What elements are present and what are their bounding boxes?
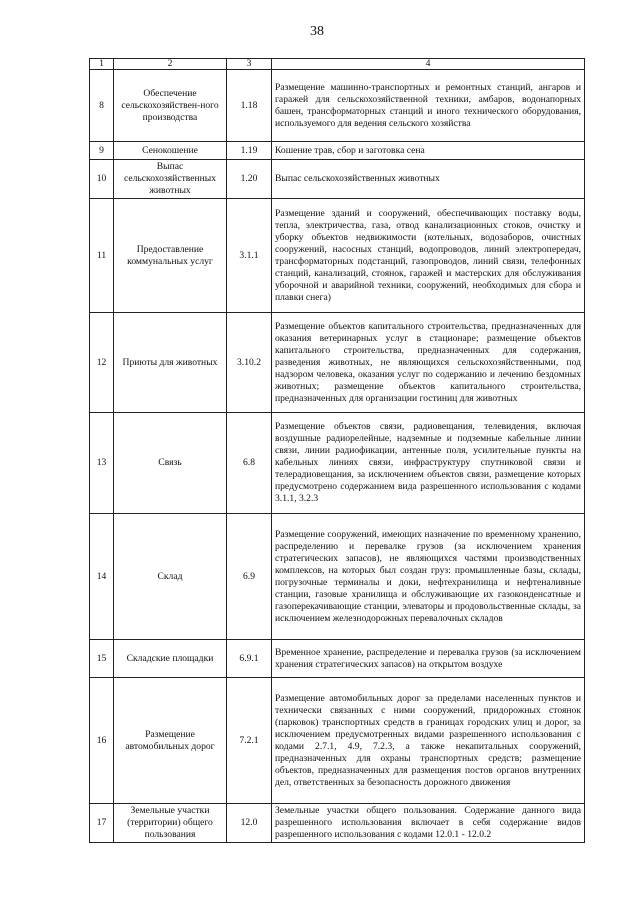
row-number: 15 xyxy=(90,640,114,678)
use-name: Приюты для животных xyxy=(114,313,227,413)
table-row xyxy=(90,313,585,413)
table-row xyxy=(90,160,585,199)
use-description: Размещение объектов связи, радиовещания, телевидения, включая воздушные радиорелейные, надземные и подземные кабельные линии связи, линии радиофикации, антенные поля, усилительные пункты на кабельных линиях связи, инфраструктуру спутниковой связи и телерадиовещания, за исключением объектов связи, размещение которых предусмотрено содержанием вида разрешенного использования с кодами 3.1.1, 3.2.3 xyxy=(272,413,585,514)
use-code: 3.10.2 xyxy=(227,313,272,413)
header-cell: 4 xyxy=(272,59,585,70)
use-description: Земельные участки общего пользования. Содержание данного вида разрешенного использования включает в себя содержание видов разрешенного использования с кодами 12.0.1 - 12.0.2 xyxy=(272,804,585,843)
table-row xyxy=(90,804,585,843)
header-cell: 1 xyxy=(90,59,114,70)
use-name: Связь xyxy=(114,413,227,514)
header-cell: 2 xyxy=(114,59,227,70)
table-row xyxy=(90,640,585,678)
row-number: 14 xyxy=(90,514,114,640)
page-number: 38 xyxy=(310,24,324,39)
row-number: 9 xyxy=(90,142,114,160)
use-description: Размещение автомобильных дорог за пределами населенных пунктов и технически связанных с ними сооружений, придорожных стоянок (парковок) транспортных средств в границах городских улиц и дорог, за исключением предусмотренных видами разрешенного использования с кодами 2.7.1, 4.9, 7.2.3, а также некапитальных сооружений, предназначенных для охраны транспортных средств; размещение объектов, предназначенных для размещения постов органов внутренних дел, ответственных за безопасность дорожного движения xyxy=(272,678,585,804)
use-code: 6.8 xyxy=(227,413,272,514)
use-description: Выпас сельскохозяйственных животных xyxy=(272,160,585,199)
use-code: 6.9.1 xyxy=(227,640,272,678)
table-row xyxy=(90,199,585,313)
use-description: Размещение объектов капитального строительства, предназначенных для оказания ветеринарных услуг в стационаре; размещение объектов капитального строительства, предназначенных для содержания, разведения животных, не являющихся сельскохозяйственными, под надзором человека, оказания услуг по содержанию и лечению бездомных животных; размещение объектов капитального строительства, предназначенных для организации гостиниц для животных xyxy=(272,313,585,413)
use-name: Земельные участки (территории) общего пользования xyxy=(114,804,227,843)
row-number: 16 xyxy=(90,678,114,804)
use-description: Кошение трав, сбор и заготовка сена xyxy=(272,142,585,160)
row-number: 11 xyxy=(90,199,114,313)
use-code: 12.0 xyxy=(227,804,272,843)
use-name: Сенокошение xyxy=(114,142,227,160)
row-number: 13 xyxy=(90,413,114,514)
use-name: Обеспечение сельскохозяйствен-ного производства xyxy=(114,70,227,142)
row-number: 17 xyxy=(90,804,114,843)
use-name: Складские площадки xyxy=(114,640,227,678)
row-number: 12 xyxy=(90,313,114,413)
table-row xyxy=(90,142,585,160)
row-number: 8 xyxy=(90,70,114,142)
table-row xyxy=(90,514,585,640)
use-description: Размещение машинно-транспортных и ремонтных станций, ангаров и гаражей для сельскохозяйственной техники, амбаров, водонапорных башен, трансформаторных станций и иного технического оборудования, используемого для ведения сельского хозяйства xyxy=(272,70,585,142)
use-description: Размещение зданий и сооружений, обеспечивающих поставку воды, тепла, электричества, газа, отвод канализационных стоков, очистку и уборку объектов недвижимости (котельных, водозаборов, очистных сооружений, насосных станций, водопроводов, линий электропередач, трансформаторных подстанций, газопроводов, линий связи, телефонных станций, канализаций, стоянок, гаражей и мастерских для обслуживания уборочной и аварийной техники, сооружений, необходимых для сбора и плавки снега) xyxy=(272,199,585,313)
table-row xyxy=(90,413,585,514)
use-description: Размещение сооружений, имеющих назначение по временному хранению, распределению и перевалке грузов (за исключением хранения стратегических запасов), не являющихся частями производственных комплексов, на которых был создан груз: промышленные базы, склады, погрузочные терминалы и доки, нефтехранилища и нефтеналивные станции, газовые хранилища и обслуживающие их газоконденсатные и газоперекачивающие станции, элеваторы и продовольственные склады, за исключением железнодорожных перевалочных складов xyxy=(272,514,585,640)
use-code: 1.20 xyxy=(227,160,272,199)
use-code: 1.18 xyxy=(227,70,272,142)
table-row xyxy=(90,678,585,804)
land-use-table xyxy=(89,58,585,843)
header-cell: 3 xyxy=(227,59,272,70)
table-header-row xyxy=(90,59,585,70)
use-code: 6.9 xyxy=(227,514,272,640)
use-name: Размещение автомобильных дорог xyxy=(114,678,227,804)
use-description: Временное хранение, распределение и перевалка грузов (за исключением хранения стратегических запасов) на открытом воздухе xyxy=(272,640,585,678)
use-name: Предоставление коммунальных услуг xyxy=(114,199,227,313)
use-code: 7.2.1 xyxy=(227,678,272,804)
use-code: 3.1.1 xyxy=(227,199,272,313)
use-code: 1.19 xyxy=(227,142,272,160)
row-number: 10 xyxy=(90,160,114,199)
table-row xyxy=(90,70,585,142)
use-name: Выпас сельскохозяйственных животных xyxy=(114,160,227,199)
use-name: Склад xyxy=(114,514,227,640)
